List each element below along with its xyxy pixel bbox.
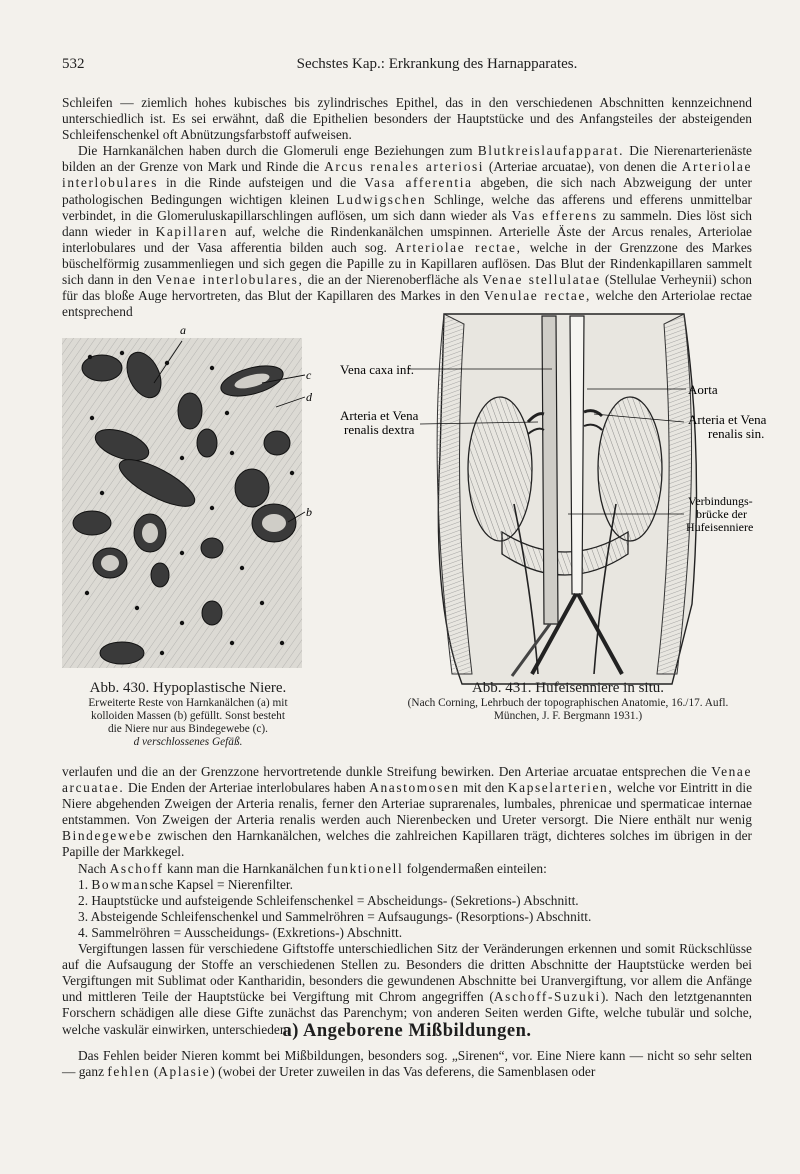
paragraph bbox=[62, 861, 752, 877]
emphasis: Venae stellulatae bbox=[482, 272, 601, 288]
label-bruecke-1: Verbindungs- bbox=[688, 494, 753, 508]
caption-title: Abb. 431. Hufeisenniere in situ. bbox=[471, 680, 665, 696]
running-title: Sechstes Kap.: Erkrankung des Harnapparates. bbox=[296, 56, 578, 72]
emphasis: Vasa afferentia bbox=[364, 175, 473, 191]
text-run: welche den Arteriolae rectae entsprechend bbox=[62, 288, 752, 320]
paragraph bbox=[62, 95, 752, 143]
text-run: Vergiftungen lassen für verschiedene Giftstoffe unterschiedlichen Sitz der Veränderungen erkennen und somit Rückschlüsse auf die Aufsaugung der Stoffe an verschiedenen Stellen zu. Besonders die dritten Abschnitte der Hauptstücke werden bei Vergiftungen mit Sublimat oder Kantharidin, besonders die gewundenen Abschnitte bei Uranvergiftung, vor allem die Anfänge und mittleren Teile der Hauptstücke bei Vergiftung mit Chrom angegriffen ( bbox=[62, 941, 752, 1005]
text-run: Die Harnkanälchen haben durch die Glomeruli enge Beziehungen zum bbox=[78, 143, 478, 159]
text-run: Schleifen — ziemlich hohes kubisches bis zylindrisches Epithel, das in den verschiedenen Abschnitten kennzeichnend unterschiedlich ist. Es sei erwähnt, daß die Epithelien besonders der Hauptstücke und des Anfangsteiles der absteigenden Schleifenschenkel oft Abnützungsfarbstoff aufweisen. bbox=[62, 95, 752, 143]
text-run: ) (wobei der Ureter zuweilen in das Vas deferens, die Samenblasen oder bbox=[210, 1064, 596, 1080]
label-c: c bbox=[306, 368, 312, 382]
text-run: ( bbox=[150, 1064, 159, 1080]
emphasis: Anastomosen bbox=[369, 780, 460, 796]
emphasis: Blutkreislaufapparat. bbox=[477, 143, 625, 159]
emphasis: Aplasie bbox=[158, 1064, 211, 1080]
emphasis: Vas efferens bbox=[511, 207, 598, 223]
page-header bbox=[62, 56, 752, 73]
text-run: abgeben, die sich nach Abzweigung der unter pathologischen Bedingungen wichtigen kleinen bbox=[62, 175, 752, 207]
text-run: welche in der Grenzzone des Markes büschelförmig zusammenliegen und sich gegen die Papille zu in Kapillaren auflösen. Das Blut der Rindenkapillaren sammelt sich dann in den bbox=[62, 239, 753, 288]
text-run: sche Kapsel = Nierenfilter. bbox=[149, 876, 293, 892]
emphasis: Kapillaren bbox=[155, 223, 229, 239]
list-item bbox=[62, 877, 752, 893]
text-run: verlaufen und die an der Grenzzone hervortretende dunkle Streifung bewirken. Den Arteriae arcuatae entsprechen die bbox=[62, 764, 712, 779]
text-run: (Arteriae arcuatae), von denen die bbox=[484, 159, 682, 175]
body-text bbox=[62, 764, 752, 1038]
figure-431-horseshoe-kidney bbox=[332, 304, 792, 690]
emphasis: funktionell bbox=[326, 860, 404, 876]
list-item bbox=[62, 925, 752, 941]
text-run: welche vor Eintritt in die Niere abgehenden Zweigen der Arteria renalis, ferner den Arteriae suprarenales, lumbales, phrenicae und spermaticae internae entstammen. Von Zweigen der Arteria renalis werden auch Nierenbecken und Ureter versorgt. Die Niere enthält nur wenig bbox=[62, 780, 753, 828]
caption-line: Erweiterte Reste von Harnkanälchen (a) mit bbox=[88, 697, 288, 709]
emphasis: Kapselarterien, bbox=[507, 780, 614, 796]
text-run: 4. Sammelröhren = Ausscheidungs- (Exkretions-) Abschnitt. bbox=[78, 924, 403, 940]
caption-title: Abb. 430. Hypoplastische Niere. bbox=[89, 680, 287, 696]
list-item bbox=[62, 909, 752, 925]
label-arteria-sin-2: renalis sin. bbox=[708, 426, 765, 441]
caption-figure-431 bbox=[368, 680, 768, 723]
label-bruecke-3: Hufeisenniere bbox=[686, 520, 754, 534]
label-arteria-dextra-1: Arteria et Vena bbox=[340, 408, 419, 423]
label-b: b bbox=[306, 505, 312, 519]
emphasis: fehlen bbox=[107, 1064, 151, 1080]
emphasis: Ludwigschen bbox=[336, 191, 427, 207]
final-text bbox=[62, 1048, 752, 1080]
text-run: Die Enden der Arteriae interlobulares haben bbox=[124, 780, 370, 796]
text-run: die an der Nierenoberfläche als bbox=[303, 272, 483, 288]
text-run: auf, welche die Rindenkanälchen umspinnen. Arterielle Äste der Arcus renales, Arteriolae interlobulares und der Vasa afferentia bilden auch sog. bbox=[62, 223, 752, 255]
text-run: zwischen den Harnkanälchen, welches die zahlreichen Kapillaren trägt, dichteres solches im übrigen in der Papille der Markkegel. bbox=[62, 828, 752, 860]
label-vena-cava: Vena caxa inf. bbox=[340, 362, 414, 377]
emphasis: Venulae rectae, bbox=[483, 288, 591, 304]
intro-text bbox=[62, 95, 752, 320]
label-arteria-dextra-2: renalis dextra bbox=[344, 422, 415, 437]
label-aorta: Aorta bbox=[688, 382, 718, 397]
emphasis: Aschoff bbox=[109, 860, 164, 876]
text-run: (Stellulae Verheynii) schon für das bloße Auge hervortreten, das Blut der Kapillaren des Markes in den bbox=[62, 272, 752, 304]
text-run: Schlinge, welche das afferens und efferens unmittelbar verbindet, in die Glomeruluskapillarschlingen auflösen, um sich dann wieder als bbox=[62, 191, 752, 223]
caption-line: München, J. F. Bergmann 1931.) bbox=[493, 710, 643, 722]
text-run: zu sammeln. Dies löst sich dann wieder in bbox=[62, 207, 752, 239]
text-run: 2. Hauptstücke und aufsteigende Schleifenschenkel = Abscheidungs- (Sekretions-) Abschnitt. bbox=[78, 892, 579, 908]
emphasis: Bowman bbox=[91, 876, 150, 892]
caption-line: die Niere nur aus Bindegewebe (c). bbox=[108, 723, 268, 735]
text-run: Das Fehlen beider Nieren kommt bei Mißbildungen, besonders sog. „Sirenen“, vor. Eine Niere kann — nicht so sehr selten — ganz bbox=[62, 1048, 752, 1080]
text-run: in die Rinde aufsteigen und die bbox=[158, 175, 365, 191]
text-run: 1. bbox=[78, 876, 92, 892]
text-run: mit den bbox=[459, 780, 508, 796]
text-run: folgendermaßen einteilen: bbox=[403, 860, 547, 876]
label-a: a bbox=[180, 323, 186, 337]
emphasis: Aschoff-Suzuki bbox=[493, 989, 601, 1005]
label-bruecke-2: brücke der bbox=[696, 507, 747, 521]
emphasis: Bindegewebe bbox=[62, 828, 153, 844]
emphasis: Venae interlobulares, bbox=[156, 272, 304, 288]
paragraph bbox=[62, 143, 752, 320]
label-d: d bbox=[306, 390, 312, 404]
list-item bbox=[62, 893, 752, 909]
text-run: Nach bbox=[78, 860, 110, 876]
emphasis: Venae arcuatae. bbox=[62, 764, 752, 796]
section-heading: a) Angeborene Mißbildungen. bbox=[282, 1021, 532, 1041]
page-number: 532 bbox=[62, 56, 85, 72]
paragraph bbox=[62, 764, 752, 861]
text-run: 3. Absteigende Schleifenschenkel und Sammelröhren = Aufsaugungs- (Resorptions-) Abschnitt. bbox=[78, 908, 592, 924]
emphasis: Arteriolae rectae, bbox=[394, 239, 522, 255]
emphasis: Arcus renales arteriosi bbox=[324, 159, 485, 175]
text-run: kann man die Harnkanälchen bbox=[163, 860, 327, 876]
figure-430-hypoplastic-kidney bbox=[62, 323, 314, 679]
caption-line: d verschlossenes Gefäß. bbox=[133, 736, 243, 748]
text-run: Die Nierenarterienäste bilden an der Grenze von Mark und Rinde die bbox=[62, 143, 752, 175]
paragraph bbox=[62, 1048, 752, 1080]
text-run: ). Nach den letztgenannten Forschern schädigen alle diese Gifte zunächst das Parenchym; von anderen Seiten werden Gifte, welche tubulär und solche, welche vaskulär einwirken, unterschieden. bbox=[62, 989, 753, 1037]
caption-line: (Nach Corning, Lehrbuch der topographischen Anatomie, 16./17. Aufl. bbox=[407, 697, 729, 709]
emphasis: Arteriolae interlobulares bbox=[62, 159, 752, 191]
caption-figure-430 bbox=[62, 680, 314, 749]
label-arteria-sin-1: Arteria et Vena bbox=[688, 412, 767, 427]
caption-line: kolloiden Massen (b) gefüllt. Sonst besteht bbox=[91, 710, 285, 722]
